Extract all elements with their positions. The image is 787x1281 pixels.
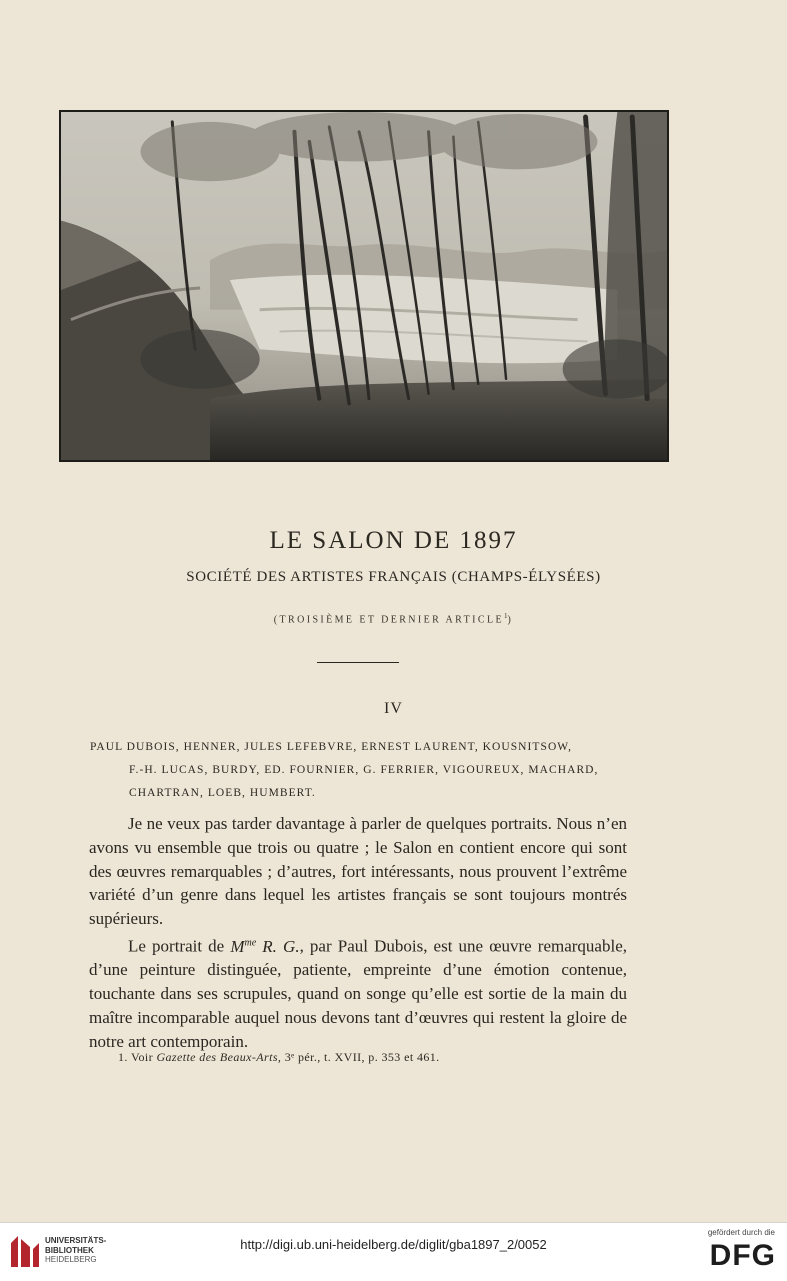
section-divider (317, 662, 399, 663)
installment-close: ) (507, 614, 514, 626)
sitter-title (230, 937, 299, 956)
paragraph-text: , par Paul Dubois, est une œuvre remarquable, d’une peinture distinguée, patiente, empreinte d’une émotion contenue, touchante dans ses scrupules, quand on songe qu’elle est sortie de la main du maître incomparable auquel nous devons tant d’œuvres qui restent la gloire de notre art contemporain. (89, 936, 627, 1051)
landscape-illustration (59, 110, 669, 462)
dfg-logo[interactable]: DFG (709, 1239, 776, 1272)
permalink-url[interactable]: http://digi.ub.uni-heidelberg.de/diglit/gba1897_2/0052 (240, 1237, 547, 1252)
footnote-mark: 1 (503, 612, 508, 620)
funder-caption: gefördert durch die (707, 1228, 775, 1237)
title-superscript: me (244, 936, 257, 948)
body-paragraph (89, 931, 627, 1054)
artist-names-line: F.-H. LUCAS, BURDY, ED. FOURNIER, G. FERRIER, VIGOUREUX, MACHARD, (129, 764, 599, 776)
footnote-journal: Gazette des Beaux-Arts, (156, 1050, 282, 1064)
article-body (89, 812, 627, 1054)
trees-by-water-engraving (61, 112, 667, 460)
digitization-footer (0, 1222, 787, 1281)
artist-names-line: PAUL DUBOIS, HENNER, JULES LEFEBVRE, ERNEST LAURENT, KOUSNITSOW, (90, 741, 573, 753)
library-name-line: BIBLIOTHEK (45, 1245, 94, 1255)
footnote-number: 1. (118, 1050, 128, 1064)
article-installment-note (0, 612, 787, 625)
sitter-initials: R. G. (256, 936, 300, 956)
body-paragraph: Je ne veux pas tarder davantage à parler de quelques portraits. Nous n’en avons vu ensemble que trois ou quatre ; le Salon en contient encore qui sont des œuvres remarquables ; d’autres, fort intéressants, nous prouvent l’extrême variété d’un genre dans lequel les artistes français se sont toujours montrés supérieurs. (89, 814, 627, 929)
article-subtitle: SOCIÉTÉ DES ARTISTES FRANÇAIS (CHAMPS-ÉLYSÉES) (186, 569, 601, 585)
article-title: LE SALON DE 1897 (269, 527, 518, 554)
footnote-details: 3ᵉ pér., t. XVII, p. 353 et 461. (281, 1050, 440, 1064)
library-name-line: HEIDELBERG (45, 1255, 97, 1264)
library-name-line: UNIVERSITÄTS- (45, 1236, 107, 1245)
section-numeral: IV (384, 700, 403, 717)
installment-text: (TROISIÈME ET DERNIER ARTICLE (273, 614, 504, 626)
artist-name-list (90, 736, 630, 805)
footnote (118, 1050, 638, 1065)
footnote-prefix: Voir (127, 1050, 157, 1064)
title-abbr: M (230, 936, 245, 956)
artist-names-line: CHARTRAN, LOEB, HUMBERT. (129, 787, 316, 799)
paragraph-text: Le portrait de (128, 936, 231, 956)
